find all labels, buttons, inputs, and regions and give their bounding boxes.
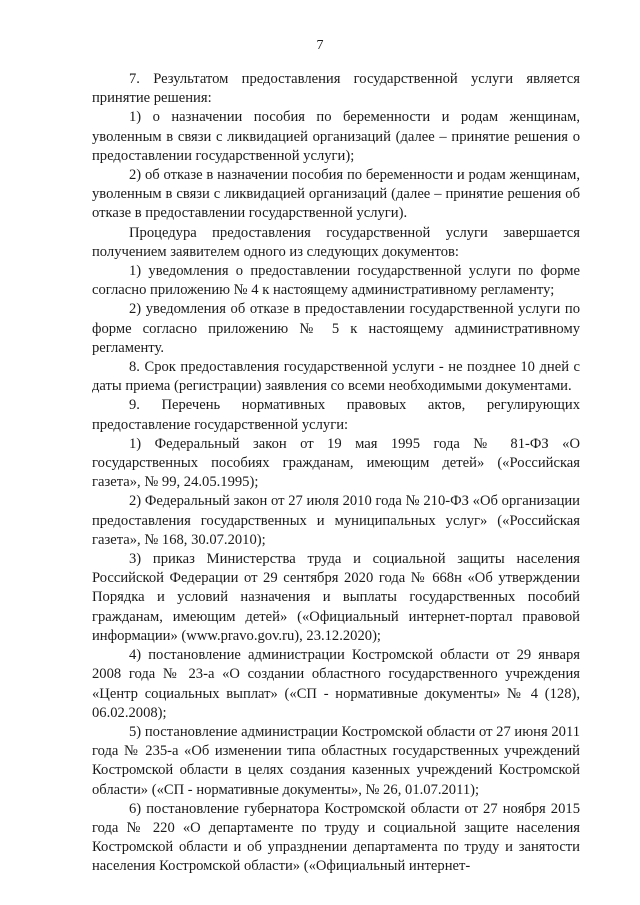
paragraph-7-item-1: 1) о назначении пособия по беременности и родам женщинам, уволенным в связи с ликвидацией организаций (далее – принятие решения о предоставлении государственной услуги); — [92, 109, 580, 164]
procedure-item-2: 2) уведомления об отказе в предоставлении государственной услуги по форме согласно приложению № 5 к настоящему административному регламенту. — [92, 301, 580, 356]
paragraph-7-item-2: 2) об отказе в назначении пособия по беременности и родам женщинам, уволенным в связи с ликвидацией организаций (далее – принятие решения об отказе в предоставлении государственной услуги). — [92, 167, 580, 222]
paragraph-9-item-6: 6) постановление губернатора Костромской области от 27 ноября 2015 года № 220 «О департаменте по труду и социальной защите населения Костромской области и об упразднении департамента по труду и занятости населения Костромской области» («Официальный интернет- — [92, 800, 580, 875]
paragraph-8: 8. Срок предоставления государственной услуги - не позднее 10 дней с даты приема (регистрации) заявления со всеми необходимыми документами. — [92, 359, 580, 395]
paragraph-9-item-1: 1) Федеральный закон от 19 мая 1995 года № 81-ФЗ «О государственных пособиях гражданам, имеющим детей» («Российская газета», № 99, 24.05.1995); — [92, 435, 580, 491]
paragraph-9-item-5: 5) постановление администрации Костромской области от 27 июня 2011 года № 235-а «Об изменении типа областных государственных учреждений Костромской области в целях создания казенных учреждений Костромской области» («СП - нормативные документы», № 26, 01.07.2011); — [92, 723, 580, 798]
paragraph-9: 9. Перечень нормативных правовых актов, регулирующих предоставление государственной услуги: — [92, 397, 580, 433]
procedure-paragraph: Процедура предоставления государственной услуги завершается получением заявителем одного из следующих документов: — [92, 224, 580, 260]
paragraph-9-item-2: 2) Федеральный закон от 27 июля 2010 года № 210-ФЗ «Об организации предоставления государственных и муниципальных услуг» («Российская газета», № 168, 30.07.2010); — [92, 493, 580, 548]
paragraph-9-item-4: 4) постановление администрации Костромской области от 29 января 2008 года № 23-а «О создании областного государственного учреждения «Центр социальных выплат» («СП - нормативные документы» № 4 (128), 06.02.2008); — [92, 647, 580, 721]
document-body — [92, 70, 580, 877]
paragraph-7: 7. Результатом предоставления государственной услуги является принятие решения: — [92, 71, 580, 107]
page-number: 7 — [316, 38, 324, 53]
procedure-item-1: 1) уведомления о предоставлении государственной услуги по форме согласно приложению № 4 к настоящему административному регламенту; — [92, 263, 580, 299]
paragraph-9-item-3: 3) приказ Министерства труда и социальной защиты населения Российской Федерации от 29 сентября 2020 года № 668н «Об утверждении Порядка и условий назначения и выплаты государственных пособий гражданам, имеющим детей» («Официальный интернет-портал правовой информации» (www.pravo.gov.ru), 23.12.2020); — [92, 551, 580, 644]
